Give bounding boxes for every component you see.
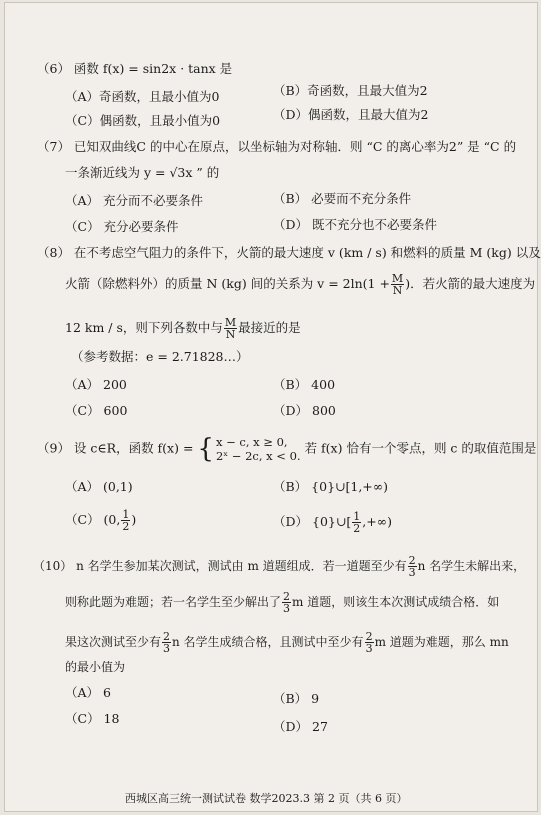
q7-option-b: （B） 必要而不充分条件 xyxy=(273,191,412,206)
q8-option-c: （C） 600 xyxy=(65,403,128,418)
q10-option-a: （A） 6 xyxy=(65,685,111,700)
q9-piecewise-cases xyxy=(216,435,301,463)
q8-option-d: （D） 800 xyxy=(273,403,336,418)
q10-option-d: （D） 27 xyxy=(273,719,328,734)
fraction-denominator: 3 xyxy=(283,602,291,615)
q8-option-a: （A） 200 xyxy=(65,377,127,392)
q8-option-b: （B） 400 xyxy=(273,377,336,392)
fraction-denominator: 2 xyxy=(122,520,130,533)
q10-option-b: （B） 9 xyxy=(273,691,320,706)
q9-stem xyxy=(37,435,536,463)
q10-line3 xyxy=(65,631,509,654)
q10-line2-tail: m 道题，则该生本次测试成绩合格．如 xyxy=(292,595,500,609)
q9-option-c xyxy=(65,509,136,532)
fraction-denominator: N xyxy=(392,284,403,297)
q9-option-d-fraction xyxy=(352,511,361,534)
q9-option-d xyxy=(273,511,392,534)
fraction-numerator: 1 xyxy=(122,508,130,521)
q6-stem: （6） 函数 f(x) = sin2x · tanx 是 xyxy=(37,61,233,76)
q10-option-c: （C） 18 xyxy=(65,711,120,726)
q8-stem-line3-text: 12 km / s，则下列各数中与 xyxy=(65,320,223,335)
q9-option-d-pre: （D） {0}∪[ xyxy=(273,514,352,529)
q9-option-a: （A） (0,1) xyxy=(65,479,133,494)
q10-fraction-2-3 xyxy=(162,631,171,654)
fraction-denominator: 2 xyxy=(353,522,361,535)
q9-case2: 2ˣ − 2c, x < 0. xyxy=(215,449,301,463)
fraction-numerator: 2 xyxy=(283,590,291,603)
q8-stem-line3 xyxy=(65,317,301,340)
q8-reference-data: （参考数据：e = 2.71828…） xyxy=(71,349,249,364)
q10-fraction-2-3 xyxy=(408,555,417,578)
q9-option-b: （B） {0}∪[1,+∞) xyxy=(273,479,389,494)
q8-stem-line1: （8） 在不考虑空气阻力的条件下，火箭的最大速度 v (km / s) 和燃料的质量 M (kg) 以及 xyxy=(37,245,541,260)
q8-fraction-m-over-n-2 xyxy=(224,317,237,340)
q8-stem-line2-text: 火箭（除燃料外）的质量 N (kg) 间的关系为 v = 2ln(1 + xyxy=(65,276,390,291)
fraction-numerator: 2 xyxy=(408,554,416,567)
q6-option-b: （B）奇函数，且最大值为2 xyxy=(273,83,428,98)
q9-case1: x − c, x ≥ 0, xyxy=(215,435,288,449)
q8-stem-line3-tail: 最接近的是 xyxy=(238,320,301,335)
fraction-numerator: 2 xyxy=(163,630,171,643)
exam-page xyxy=(4,2,541,812)
q10-line1-text: （10） n 名学生参加某次测试，测试由 m 道题组成．若一道题至少有 xyxy=(33,559,407,573)
q7-stem-line2: 一条渐近线为 y = √3x ” 的 xyxy=(65,165,220,180)
fraction-numerator: M xyxy=(391,272,404,285)
q10-line3-text: 果这次测试至少有 xyxy=(65,635,162,649)
fraction-numerator: 1 xyxy=(353,510,361,523)
q6-option-c: （C）偶函数，且最小值为0 xyxy=(65,113,221,128)
fraction-denominator: 3 xyxy=(365,642,373,655)
q9-option-c-fraction xyxy=(121,509,130,532)
q8-stem-line2 xyxy=(65,273,535,296)
fraction-numerator: M xyxy=(224,316,237,329)
q10-fraction-2-3 xyxy=(282,591,291,614)
piecewise-brace: { xyxy=(197,434,214,464)
q9-option-c-pre: （C） (0, xyxy=(65,512,121,527)
q9-stem-text: （9） 设 c∈R，函数 f(x) = xyxy=(37,440,194,456)
q6-option-a: （A）奇函数，且最小值为0 xyxy=(65,89,220,104)
q10-line1 xyxy=(33,555,525,578)
q7-option-c: （C） 充分必要条件 xyxy=(65,219,179,234)
fraction-denominator: 3 xyxy=(163,642,171,655)
q9-option-c-post: ) xyxy=(131,512,137,527)
q8-fraction-m-over-n xyxy=(391,273,404,296)
q10-line3-tail: m 道题为难题，那么 mn xyxy=(374,635,509,649)
q7-option-d: （D） 既不充分也不必要条件 xyxy=(273,217,437,232)
q10-line1-tail: n 名学生未解出来， xyxy=(417,559,526,573)
page-footer: 西城区高三统一测试试卷 数学2023.3 第 2 页（共 6 页） xyxy=(125,792,408,805)
fraction-denominator: 3 xyxy=(408,566,416,579)
q7-stem-line1: （7） 已知双曲线C 的中心在原点，以坐标轴为对称轴．则 “C 的离心率为2” 是 “C 的 xyxy=(37,139,517,154)
q10-line3-mid: n 名学生成绩合格，且测试中至少有 xyxy=(172,635,364,649)
q10-line2 xyxy=(65,591,499,614)
q10-fraction-2-3 xyxy=(365,631,374,654)
fraction-denominator: N xyxy=(225,328,236,341)
q10-line2-text: 则称此题为难题；若一名学生至少解出了 xyxy=(65,595,282,609)
q7-option-a: （A） 充分而不必要条件 xyxy=(65,193,204,208)
q10-line4: 的最小值为 xyxy=(65,660,126,674)
fraction-numerator: 2 xyxy=(365,630,373,643)
q6-option-d: （D）偶函数，且最大值为2 xyxy=(273,107,429,122)
q9-stem-tail: 若 f(x) 恰有一个零点，则 c 的取值范围是 xyxy=(304,440,537,456)
q9-option-d-post: ,+∞) xyxy=(362,514,392,529)
q8-stem-line2-tail: )．若火箭的最大速度为 xyxy=(405,276,536,291)
